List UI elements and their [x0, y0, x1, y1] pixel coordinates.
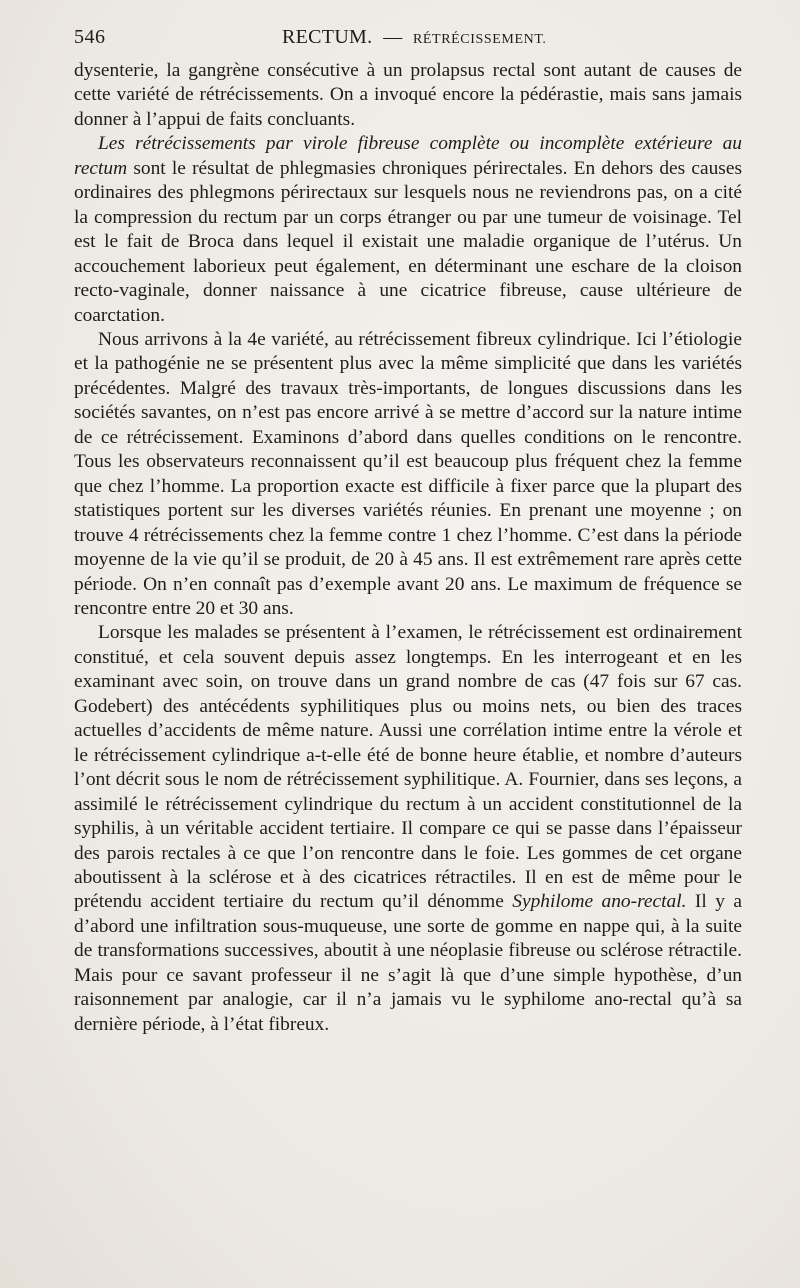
paragraph-p1 — [74, 59, 742, 132]
running-head-separator: — — [383, 27, 403, 48]
italic-text: Les rétrécissements par virole fibreuse complète ou incomplète extérieure au rectum — [74, 133, 742, 179]
text-segment: dysenterie, la gangrène consécutive à un prolapsus rectal sont autant de causes de cette variété de rétrécissements. On a invoqué encore la pédérastie, mais sans jamais donner à l’appui de faits concluants. — [74, 60, 742, 130]
page-header — [74, 26, 742, 56]
text-segment: Il y a d’abord une infiltration sous-muqueuse, une sorte de gomme en nappe qui, à la suite de transformations successives, aboutit à une néoplasie fibreuse ou sclérose rétractile. Mais pour ce savant professeur il ne s’agit là que d’une simple hypothèse, d’un raisonnement par analogie, car il n’a jamais vu le syphilome ano-rectal qu’à sa dernière période, à l’état fibreux. — [74, 891, 742, 1035]
text-segment: Nous arrivons à la 4e variété, au rétrécissement fibreux cylindrique. Ici l’étiologie et la pathogénie ne se présentent plus avec la même simplicité que dans les variétés précédentes. Malgré des travaux très-importants, de longues discussions dans les sociétés savantes, on n’est pas encore arrivé à se mettre d’accord sur la nature intime de ce rétrécissement. Examinons d’abord dans quelles conditions on le rencontre. Tous les observateurs reconnaissent qu’il est beaucoup plus fréquent chez la femme que chez l’homme. La proportion exacte est difficile à fixer parce que la plupart des statistiques portent sur les diverses variétés réunies. En prenant une moyenne ; on trouve 4 rétrécissements chez la femme contre 1 chez l’homme. C’est dans la période moyenne de la vie qu’il se produit, de 20 à 45 ans. Il est extrêmement rare après cette période. On n’en connaît pas d’exemple avant 20 ans. Le maximum de fréquence se rencontre entre 20 et 30 ans. — [74, 328, 742, 619]
paragraph-p2 — [74, 132, 742, 328]
text-segment: Lorsque les malades se présentent à l’examen, le rétrécissement est ordinairement constitué, et cela souvent depuis assez longtemps. En les interrogeant et en les examinant avec soin, on trouve dans un grand nombre de cas (47 fois sur 67 cas. Godebert) des antécédents syphilitiques plus ou moins nets, ou bien des traces actuelles d’accidents de même nature. Aussi une corrélation intime entre la vérole et le rétrécissement cylindrique a-t-elle été de bonne heure établie, et nombre d’auteurs l’ont décrit sous le nom de rétrécissement syphilitique. A. Fournier, dans ses leçons, a assimilé le rétrécissement cylindrique du rectum à un accident constitutionnel de la syphilis, à un véritable accident tertiaire. Il compare ce qui se passe dans l’épaisseur des parois rectales à ce que l’on rencontre dans le foie. Les gommes de cet organe aboutissent à la sclérose et à des cicatrices rétractiles. Il en est de même pour le prétendu accident tertiaire du rectum qu’il dénomme — [74, 622, 742, 913]
running-head-title: RECTUM. — [282, 26, 373, 48]
body-text — [74, 59, 742, 1037]
running-head-subtitle: RÉTRÉCISSEMENT. — [412, 32, 547, 47]
paragraph-p4 — [74, 621, 742, 1037]
text-segment: sont le résultat de phlegmasies chroniques périrectales. En dehors des causes ordinaires des phlegmons périrectaux sur lesquels nous ne reviendrons pas, on a cité la compression du rectum par un corps étranger ou par une tumeur de voisinage. Tel est le fait de Broca dans lequel il existait une maladie organique de l’utérus. Un accouchement laborieux peut également, en déterminant une eschare de la cloison recto-vaginale, donner naissance à une cicatrice fibreuse, cause ultérieure de coarctation. — [74, 157, 742, 326]
paragraph-p3 — [74, 328, 742, 621]
page-number: 546 — [74, 26, 106, 48]
italic-text: Syphilome ano-rectal. — [512, 891, 687, 913]
running-head — [282, 26, 547, 49]
